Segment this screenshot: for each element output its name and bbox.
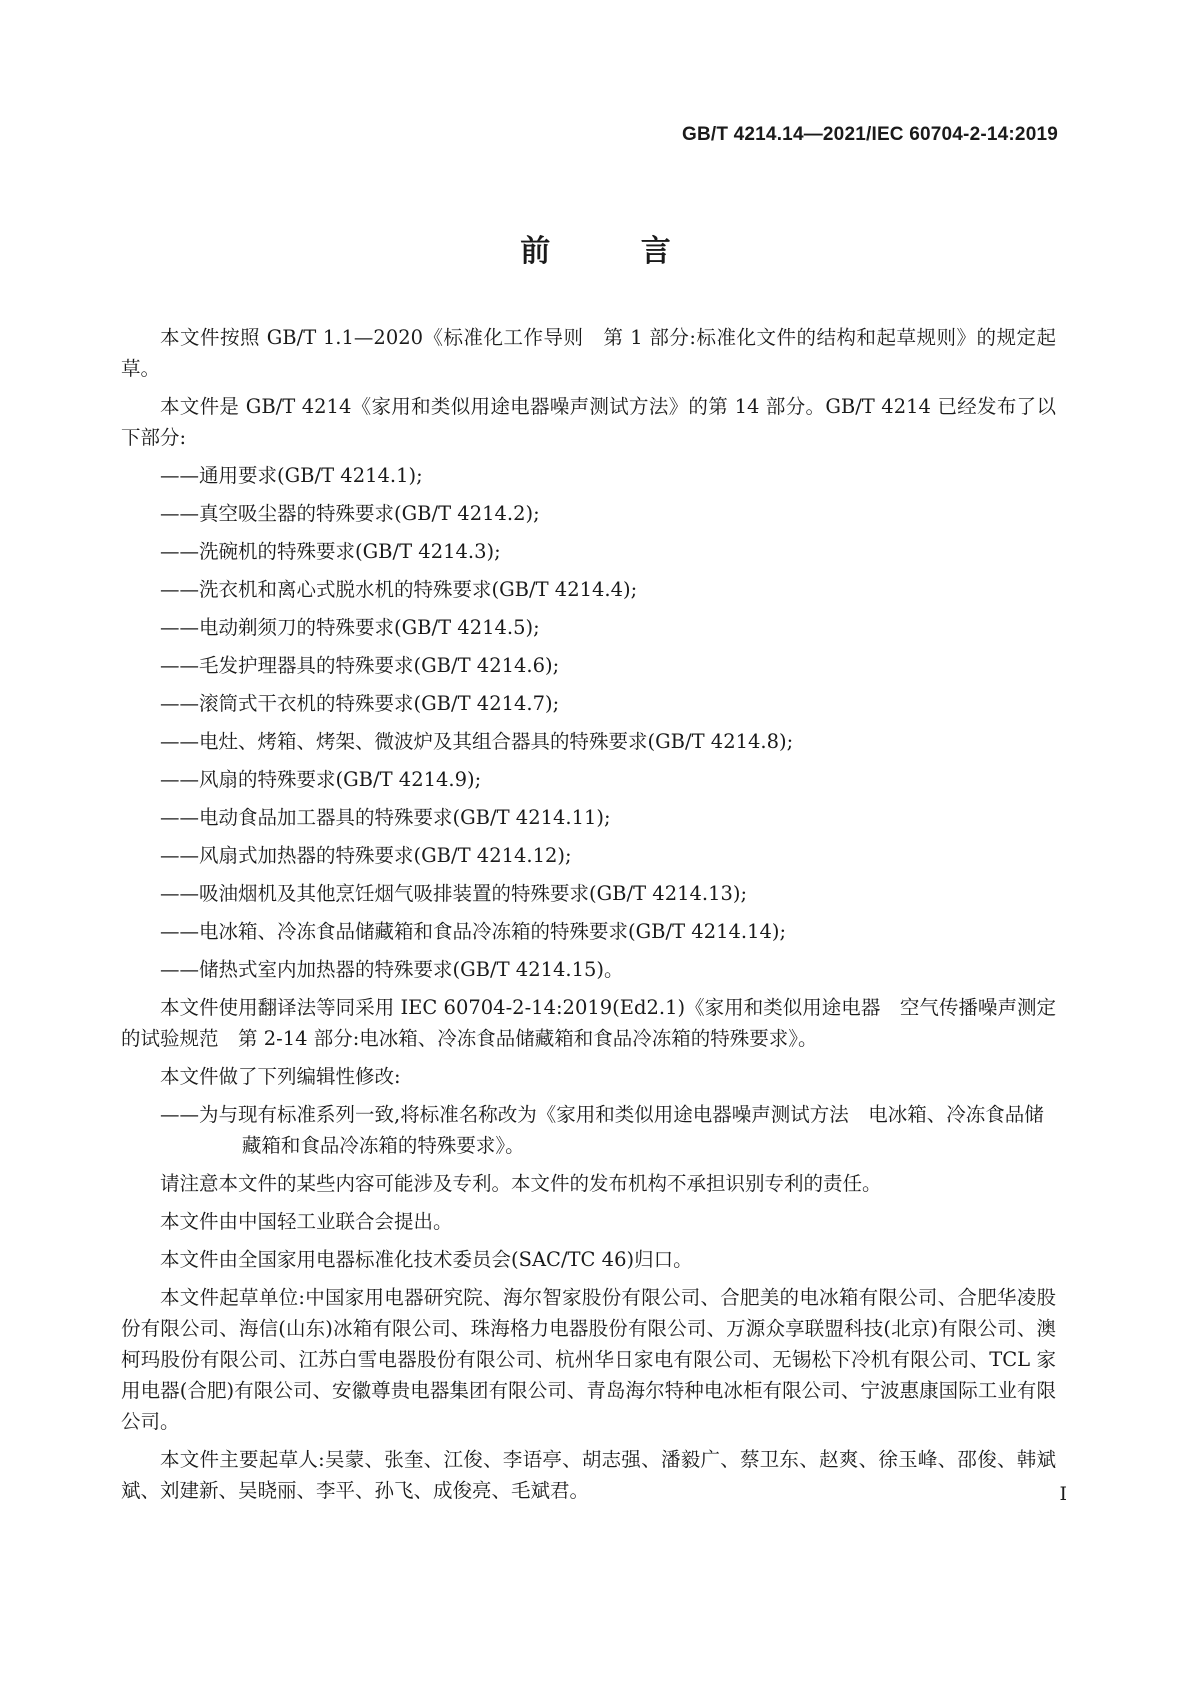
list-item: ——电冰箱、冷冻食品储藏箱和食品冷冻箱的特殊要求(GB/T 4214.14); bbox=[160, 920, 787, 943]
document-body bbox=[121, 322, 1056, 1513]
list-item: ——电动剃须刀的特殊要求(GB/T 4214.5); bbox=[160, 616, 540, 639]
paragraph-adoption: 本文件使用翻译法等同采用 IEC 60704-2-14:2019(Ed2.1)《家用和类似用途电器 空气传播噪声测定的试验规范 第 2-14 部分:电冰箱、冷冻食品储藏箱和食品冷冻箱的特殊要求》。 bbox=[121, 996, 1056, 1050]
list-item: ——洗衣机和离心式脱水机的特殊要求(GB/T 4214.4); bbox=[160, 578, 638, 601]
list-item: ——毛发护理器具的特殊要求(GB/T 4214.6); bbox=[160, 654, 560, 677]
page-number: I bbox=[1059, 1483, 1067, 1505]
paragraph-drafters: 本文件主要起草人:吴蒙、张奎、江俊、李语亭、胡志强、潘毅广、蔡卫东、赵爽、徐玉峰、邵俊、韩斌斌、刘建新、吴晓丽、李平、孙飞、成俊亮、毛斌君。 bbox=[121, 1448, 1056, 1502]
paragraph-drafting-rules: 本文件按照 GB/T 1.1—2020《标准化工作导则 第 1 部分:标准化文件的结构和起草规则》的规定起草。 bbox=[121, 326, 1056, 380]
paragraph-drafting-units: 本文件起草单位:中国家用电器研究院、海尔智家股份有限公司、合肥美的电冰箱有限公司、合肥华凌股份有限公司、海信(山东)冰箱有限公司、珠海格力电器股份有限公司、万源众享联盟科技(北京)有限公司、澳柯玛股份有限公司、江苏白雪电器股份有限公司、杭州华日家电有限公司、无锡松下冷机有限公司、TCL 家用电器(合肥)有限公司、安徽尊贵电器集团有限公司、青岛海尔特种电冰柜有限公司、宁波惠康国际工业有限公司。 bbox=[121, 1286, 1056, 1433]
paragraph-centralized-by: 本文件由全国家用电器标准化技术委员会(SAC/TC 46)归口。 bbox=[160, 1248, 693, 1271]
list-item: ——滚筒式干衣机的特殊要求(GB/T 4214.7); bbox=[160, 692, 560, 715]
list-item: ——吸油烟机及其他烹饪烟气吸排装置的特殊要求(GB/T 4214.13); bbox=[160, 882, 748, 905]
list-item: ——通用要求(GB/T 4214.1); bbox=[160, 464, 423, 487]
published-parts-list bbox=[121, 460, 1056, 985]
paragraph-editorial-changes: 本文件做了下列编辑性修改: bbox=[160, 1065, 401, 1088]
paragraph-proposed-by: 本文件由中国轻工业联合会提出。 bbox=[160, 1210, 453, 1233]
standard-number-header: GB/T 4214.14—2021/IEC 60704-2-14:2019 bbox=[681, 124, 1058, 145]
paragraph-series-intro: 本文件是 GB/T 4214《家用和类似用途电器噪声测试方法》的第 14 部分。GB/T 4214 已经发布了以下部分: bbox=[121, 395, 1056, 449]
editorial-change-item: ——为与现有标准系列一致,将标准名称改为《家用和类似用途电器噪声测试方法 电冰箱、冷冻食品储藏箱和食品冷冻箱的特殊要求》。 bbox=[160, 1103, 1044, 1157]
list-item: ——风扇式加热器的特殊要求(GB/T 4214.12); bbox=[160, 844, 572, 867]
list-item: ——储热式室内加热器的特殊要求(GB/T 4214.15)。 bbox=[160, 958, 624, 981]
list-item: ——风扇的特殊要求(GB/T 4214.9); bbox=[160, 768, 482, 791]
list-item: ——洗碗机的特殊要求(GB/T 4214.3); bbox=[160, 540, 501, 563]
paragraph-patent-notice: 请注意本文件的某些内容可能涉及专利。本文件的发布机构不承担识别专利的责任。 bbox=[160, 1172, 882, 1195]
page-title: 前 言 bbox=[520, 234, 711, 269]
list-item: ——真空吸尘器的特殊要求(GB/T 4214.2); bbox=[160, 502, 540, 525]
list-item: ——电动食品加工器具的特殊要求(GB/T 4214.11); bbox=[160, 806, 611, 829]
list-item: ——电灶、烤箱、烤架、微波炉及其组合器具的特殊要求(GB/T 4214.8); bbox=[160, 730, 794, 753]
